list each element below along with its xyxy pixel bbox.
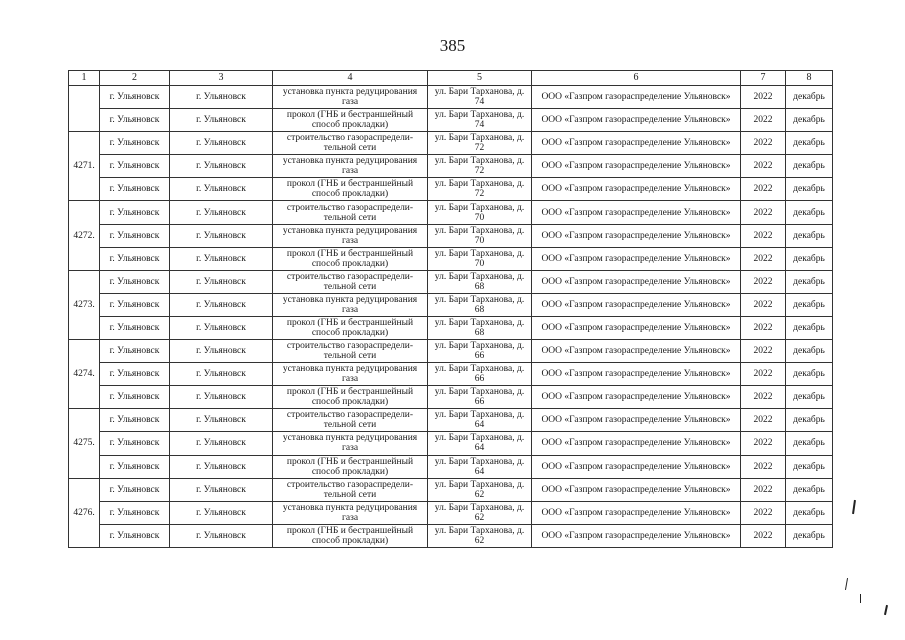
register-body (69, 86, 833, 548)
month-cell: декабрь (786, 293, 833, 316)
month-cell: декабрь (786, 409, 833, 432)
address-cell: ул. Бари Тарханова, д. 62 (428, 501, 532, 524)
page-number: 385 (439, 36, 466, 55)
work-type-cell: прокол (ГНБ и бестраншейный способ прокладки) (273, 386, 428, 409)
organization-cell: ООО «Газпром газораспределение Ульяновск» (532, 86, 741, 109)
settlement-cell: г. Ульяновск (100, 386, 170, 409)
table-row (69, 224, 833, 247)
work-type-cell: прокол (ГНБ и бестраншейный способ прокладки) (273, 247, 428, 270)
year-cell: 2022 (741, 155, 786, 178)
work-type-cell: установка пункта редуцирования газа (273, 363, 428, 386)
table-row (69, 455, 833, 478)
table-row (69, 132, 833, 155)
district-cell: г. Ульяновск (170, 316, 273, 339)
settlement-cell: г. Ульяновск (100, 270, 170, 293)
work-type-cell: установка пункта редуцирования газа (273, 86, 428, 109)
district-cell: г. Ульяновск (170, 201, 273, 224)
organization-cell: ООО «Газпром газораспределение Ульяновск» (532, 455, 741, 478)
year-cell: 2022 (741, 201, 786, 224)
month-cell: декабрь (786, 363, 833, 386)
organization-cell: ООО «Газпром газораспределение Ульяновск» (532, 155, 741, 178)
year-cell: 2022 (741, 524, 786, 547)
month-cell: декабрь (786, 201, 833, 224)
district-cell: г. Ульяновск (170, 270, 273, 293)
district-cell: г. Ульяновск (170, 455, 273, 478)
month-cell: декабрь (786, 109, 833, 132)
district-cell: г. Ульяновск (170, 386, 273, 409)
settlement-cell: г. Ульяновск (100, 86, 170, 109)
settlement-cell: г. Ульяновск (100, 501, 170, 524)
work-type-cell: установка пункта редуцирования газа (273, 155, 428, 178)
organization-cell: ООО «Газпром газораспределение Ульяновск» (532, 524, 741, 547)
table-row (69, 155, 833, 178)
pen-mark (845, 578, 848, 590)
month-cell: декабрь (786, 432, 833, 455)
district-cell: г. Ульяновск (170, 224, 273, 247)
settlement-cell: г. Ульяновск (100, 155, 170, 178)
address-cell: ул. Бари Тарханова, д. 72 (428, 155, 532, 178)
address-cell: ул. Бари Тарханова, д. 66 (428, 386, 532, 409)
month-cell: декабрь (786, 247, 833, 270)
column-header: 8 (786, 71, 833, 86)
district-cell: г. Ульяновск (170, 363, 273, 386)
settlement-cell: г. Ульяновск (100, 224, 170, 247)
district-cell: г. Ульяновск (170, 432, 273, 455)
month-cell: декабрь (786, 524, 833, 547)
column-header: 2 (100, 71, 170, 86)
work-type-cell: прокол (ГНБ и бестраншейный способ прокладки) (273, 178, 428, 201)
address-cell: ул. Бари Тарханова, д. 66 (428, 340, 532, 363)
table-row (69, 409, 833, 432)
settlement-cell: г. Ульяновск (100, 478, 170, 501)
year-cell: 2022 (741, 247, 786, 270)
year-cell: 2022 (741, 409, 786, 432)
year-cell: 2022 (741, 363, 786, 386)
work-type-cell: установка пункта редуцирования газа (273, 501, 428, 524)
organization-cell: ООО «Газпром газораспределение Ульяновск» (532, 247, 741, 270)
work-type-cell: прокол (ГНБ и бестраншейный способ прокладки) (273, 455, 428, 478)
column-header: 1 (69, 71, 100, 86)
year-cell: 2022 (741, 178, 786, 201)
table-row (69, 432, 833, 455)
settlement-cell: г. Ульяновск (100, 409, 170, 432)
work-type-cell: строительство газораспредели-тельной сети (273, 478, 428, 501)
table-row (69, 201, 833, 224)
entry-number: 4271. (69, 132, 100, 201)
address-cell: ул. Бари Тарханова, д. 62 (428, 524, 532, 547)
address-cell: ул. Бари Тарханова, д. 64 (428, 409, 532, 432)
organization-cell: ООО «Газпром газораспределение Ульяновск» (532, 409, 741, 432)
organization-cell: ООО «Газпром газораспределение Ульяновск» (532, 178, 741, 201)
year-cell: 2022 (741, 340, 786, 363)
table-row (69, 363, 833, 386)
district-cell: г. Ульяновск (170, 340, 273, 363)
address-cell: ул. Бари Тарханова, д. 66 (428, 363, 532, 386)
table-row (69, 86, 833, 109)
year-cell: 2022 (741, 109, 786, 132)
address-cell: ул. Бари Тарханова, д. 68 (428, 316, 532, 339)
address-cell: ул. Бари Тарханова, д. 68 (428, 270, 532, 293)
address-cell: ул. Бари Тарханова, д. 72 (428, 132, 532, 155)
organization-cell: ООО «Газпром газораспределение Ульяновск» (532, 270, 741, 293)
year-cell: 2022 (741, 270, 786, 293)
settlement-cell: г. Ульяновск (100, 109, 170, 132)
address-cell: ул. Бари Тарханова, д. 70 (428, 201, 532, 224)
district-cell: г. Ульяновск (170, 109, 273, 132)
year-cell: 2022 (741, 478, 786, 501)
district-cell: г. Ульяновск (170, 478, 273, 501)
column-header: 6 (532, 71, 741, 86)
month-cell: декабрь (786, 386, 833, 409)
year-cell: 2022 (741, 501, 786, 524)
table-row (69, 316, 833, 339)
year-cell: 2022 (741, 224, 786, 247)
address-cell: ул. Бари Тарханова, д. 62 (428, 478, 532, 501)
work-type-cell: строительство газораспредели-тельной сети (273, 132, 428, 155)
entry-number (69, 86, 100, 132)
table-row (69, 178, 833, 201)
address-cell: ул. Бари Тарханова, д. 74 (428, 109, 532, 132)
table-row (69, 340, 833, 363)
year-cell: 2022 (741, 132, 786, 155)
work-type-cell: установка пункта редуцирования газа (273, 293, 428, 316)
month-cell: декабрь (786, 340, 833, 363)
district-cell: г. Ульяновск (170, 86, 273, 109)
settlement-cell: г. Ульяновск (100, 132, 170, 155)
settlement-cell: г. Ульяновск (100, 201, 170, 224)
settlement-cell: г. Ульяновск (100, 432, 170, 455)
organization-cell: ООО «Газпром газораспределение Ульяновск» (532, 501, 741, 524)
settlement-cell: г. Ульяновск (100, 247, 170, 270)
organization-cell: ООО «Газпром газораспределение Ульяновск» (532, 432, 741, 455)
district-cell: г. Ульяновск (170, 155, 273, 178)
column-header: 3 (170, 71, 273, 86)
entry-number: 4274. (69, 340, 100, 409)
district-cell: г. Ульяновск (170, 178, 273, 201)
column-header: 5 (428, 71, 532, 86)
organization-cell: ООО «Газпром газораспределение Ульяновск» (532, 293, 741, 316)
work-type-cell: прокол (ГНБ и бестраншейный способ прокладки) (273, 109, 428, 132)
district-cell: г. Ульяновск (170, 501, 273, 524)
column-header-row (69, 71, 833, 86)
entry-number: 4273. (69, 270, 100, 339)
address-cell: ул. Бари Тарханова, д. 70 (428, 224, 532, 247)
month-cell: декабрь (786, 155, 833, 178)
month-cell: декабрь (786, 478, 833, 501)
entry-number: 4276. (69, 478, 100, 547)
month-cell: декабрь (786, 224, 833, 247)
address-cell: ул. Бари Тарханова, д. 74 (428, 86, 532, 109)
month-cell: декабрь (786, 501, 833, 524)
pen-mark (860, 594, 861, 603)
pen-mark (884, 605, 888, 615)
district-cell: г. Ульяновск (170, 247, 273, 270)
district-cell: г. Ульяновск (170, 132, 273, 155)
year-cell: 2022 (741, 316, 786, 339)
settlement-cell: г. Ульяновск (100, 340, 170, 363)
month-cell: декабрь (786, 132, 833, 155)
district-cell: г. Ульяновск (170, 293, 273, 316)
year-cell: 2022 (741, 386, 786, 409)
organization-cell: ООО «Газпром газораспределение Ульяновск» (532, 201, 741, 224)
register-table (68, 70, 833, 548)
work-type-cell: строительство газораспредели-тельной сети (273, 270, 428, 293)
settlement-cell: г. Ульяновск (100, 363, 170, 386)
settlement-cell: г. Ульяновск (100, 293, 170, 316)
table-row (69, 247, 833, 270)
organization-cell: ООО «Газпром газораспределение Ульяновск» (532, 109, 741, 132)
address-cell: ул. Бари Тарханова, д. 68 (428, 293, 532, 316)
settlement-cell: г. Ульяновск (100, 316, 170, 339)
address-cell: ул. Бари Тарханова, д. 70 (428, 247, 532, 270)
column-header: 4 (273, 71, 428, 86)
settlement-cell: г. Ульяновск (100, 455, 170, 478)
work-type-cell: прокол (ГНБ и бестраншейный способ прокладки) (273, 316, 428, 339)
month-cell: декабрь (786, 86, 833, 109)
month-cell: декабрь (786, 178, 833, 201)
table-row (69, 478, 833, 501)
column-header: 7 (741, 71, 786, 86)
table-row (69, 386, 833, 409)
year-cell: 2022 (741, 86, 786, 109)
work-type-cell: установка пункта редуцирования газа (273, 224, 428, 247)
settlement-cell: г. Ульяновск (100, 178, 170, 201)
address-cell: ул. Бари Тарханова, д. 72 (428, 178, 532, 201)
work-type-cell: строительство газораспредели-тельной сети (273, 201, 428, 224)
table-row (69, 109, 833, 132)
table-row (69, 501, 833, 524)
pen-mark (852, 500, 856, 514)
organization-cell: ООО «Газпром газораспределение Ульяновск» (532, 316, 741, 339)
year-cell: 2022 (741, 432, 786, 455)
organization-cell: ООО «Газпром газораспределение Ульяновск» (532, 132, 741, 155)
work-type-cell: установка пункта редуцирования газа (273, 432, 428, 455)
entry-number: 4272. (69, 201, 100, 270)
address-cell: ул. Бари Тарханова, д. 64 (428, 432, 532, 455)
settlement-cell: г. Ульяновск (100, 524, 170, 547)
month-cell: декабрь (786, 316, 833, 339)
work-type-cell: прокол (ГНБ и бестраншейный способ прокладки) (273, 524, 428, 547)
table-row (69, 270, 833, 293)
organization-cell: ООО «Газпром газораспределение Ульяновск» (532, 363, 741, 386)
organization-cell: ООО «Газпром газораспределение Ульяновск» (532, 478, 741, 501)
work-type-cell: строительство газораспредели-тельной сети (273, 340, 428, 363)
district-cell: г. Ульяновск (170, 524, 273, 547)
organization-cell: ООО «Газпром газораспределение Ульяновск» (532, 224, 741, 247)
month-cell: декабрь (786, 455, 833, 478)
organization-cell: ООО «Газпром газораспределение Ульяновск» (532, 340, 741, 363)
entry-number: 4275. (69, 409, 100, 478)
work-type-cell: строительство газораспредели-тельной сети (273, 409, 428, 432)
table-row (69, 524, 833, 547)
address-cell: ул. Бари Тарханова, д. 64 (428, 455, 532, 478)
organization-cell: ООО «Газпром газораспределение Ульяновск» (532, 386, 741, 409)
table-row (69, 293, 833, 316)
year-cell: 2022 (741, 455, 786, 478)
year-cell: 2022 (741, 293, 786, 316)
month-cell: декабрь (786, 270, 833, 293)
district-cell: г. Ульяновск (170, 409, 273, 432)
